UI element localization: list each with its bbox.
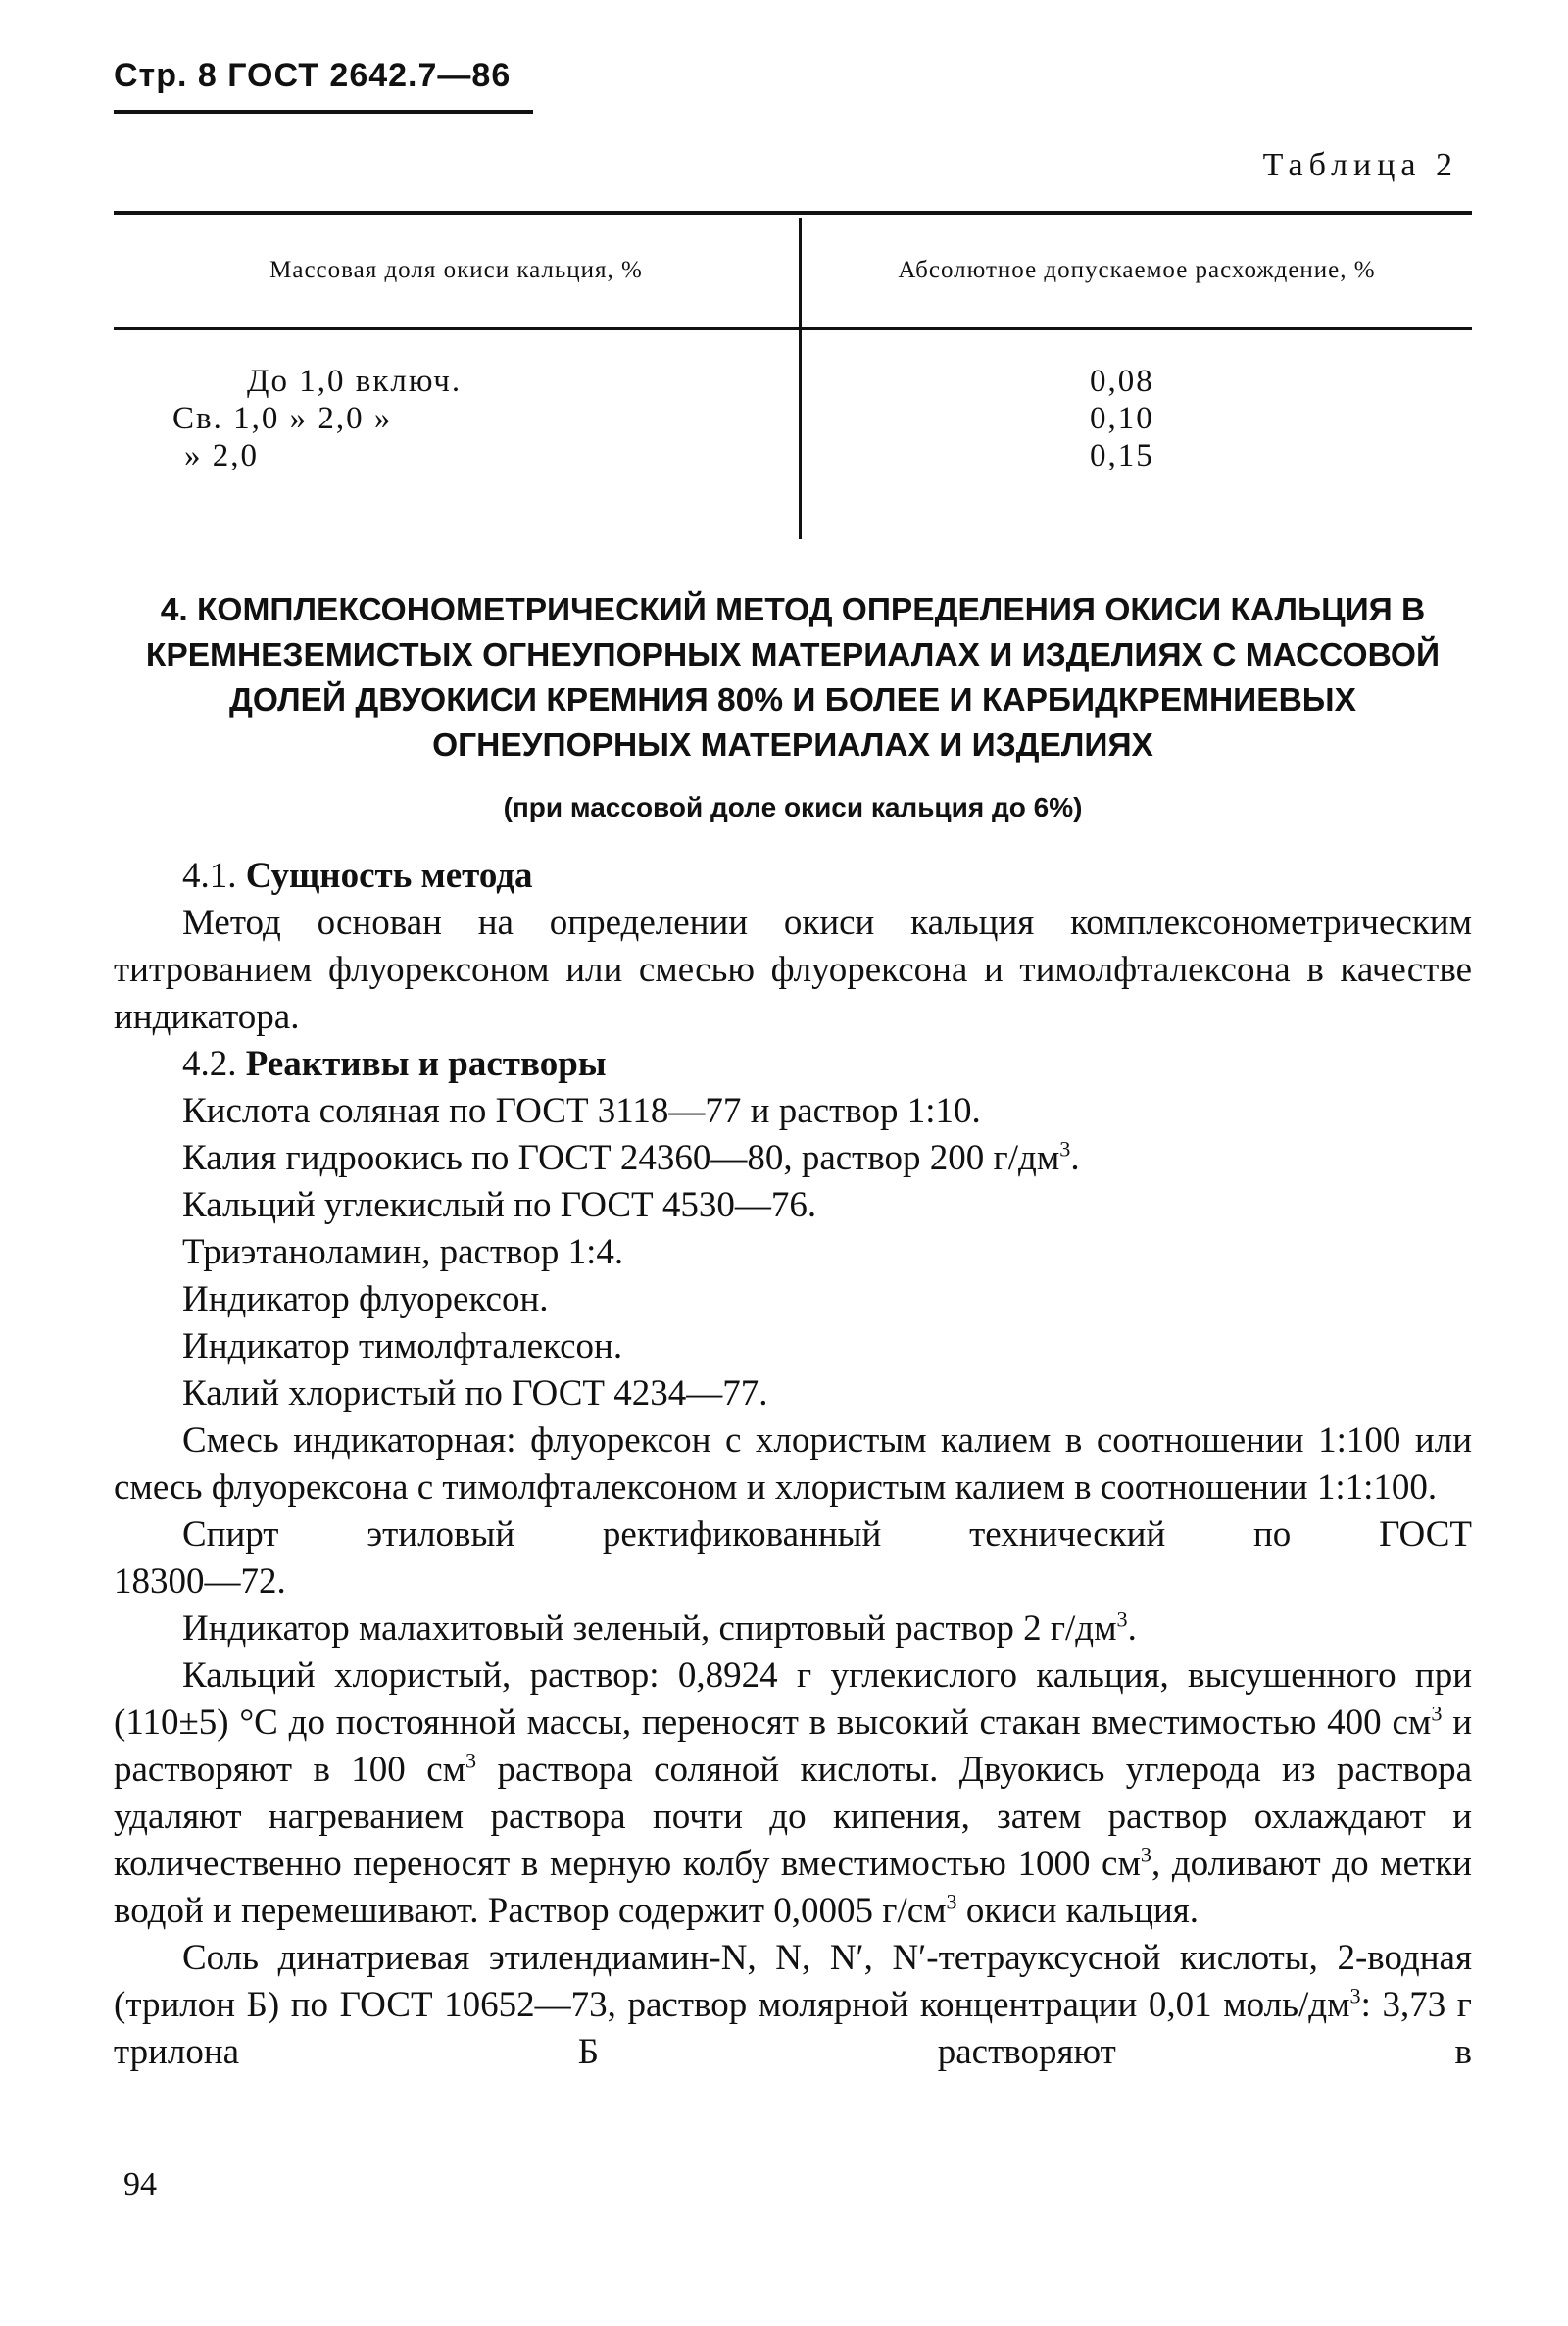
section-title-line: ДОЛЕЙ ДВУОКИСИ КРЕМНИЯ 80% И БОЛЕЕ И КАРБИДКРЕМНИЕВЫХ xyxy=(229,682,1356,718)
table-cell: 0,08 xyxy=(1090,364,1154,399)
reagent-item: Кальций хлористый, раствор: 0,8924 г углекислого кальция, высушенного при (110±5) °С до постоянной массы, переносят в высокий стакан вместимостью 400 $см^3$ и растворяют в 100 $см^3$ раствора соляной кислоты. Двуокись углерода из раствора удаляют нагреванием раствора почти до кипения, затем раствор охлаждают и количественно переносят в мерную колбу вместимостью 1000 $см^3$, доливают до метки водой и перемешивают. Раствор содержит 0,0005 $г/см^3$ окиси кальция. xyxy=(114,1656,1472,1931)
section-subtitle: (при массовой доле окиси кальция до 6%) xyxy=(503,792,1083,822)
table-cell: 0,15 xyxy=(1090,438,1154,473)
header-underline xyxy=(114,110,533,114)
table-cell: Св. 1,0 » 2,0 » xyxy=(172,401,393,436)
reagent-item: Кислота соляная по ГОСТ 3118—77 и раствор 1:10. xyxy=(182,1091,981,1131)
reagent-item: Индикатор тимолфталексон. xyxy=(182,1326,623,1366)
reagent-item-line: Спирт этиловый ректификованный технический по ГОСТ xyxy=(182,1514,1472,1555)
clause-number: 4.2. xyxy=(182,1044,237,1084)
page-number: 94 xyxy=(123,2166,157,2202)
section-title-line: КРЕМНЕЗЕМИСТЫХ ОГНЕУПОРНЫХ МАТЕРИАЛАХ И ИЗДЕЛИЯХ С МАССОВОЙ xyxy=(145,637,1441,673)
reagent-item: Кальций углекислый по ГОСТ 4530—76. xyxy=(182,1185,817,1225)
table-cell: 0,10 xyxy=(1090,401,1154,436)
body-text xyxy=(114,853,1472,2076)
page-header: Стр. 8 ГОСТ 2642.7—86 xyxy=(114,57,512,94)
clause-number: 4.1. xyxy=(182,856,237,896)
section-title xyxy=(114,588,1472,768)
reagent-item: Калий хлористый по ГОСТ 4234—77. xyxy=(182,1373,768,1413)
section-title-line: 4. КОМПЛЕКСОНОМЕТРИЧЕСКИЙ МЕТОД ОПРЕДЕЛЕНИЯ ОКИСИ КАЛЬЦИЯ В xyxy=(160,592,1426,628)
table-cell: » 2,0 xyxy=(184,438,259,473)
reagent-item: Триэтаноламин, раствор 1:4. xyxy=(182,1232,624,1272)
reagent-item: Соль динатриевая этилендиамин-N, N, N′, N′-тетрауксусной кислоты, 2-водная (трилон Б) по ГОСТ 10652—73, раствор молярной концентрации 0,01 моль/$дм^3$: 3,73 г трилона Б растворяют в xyxy=(114,1938,1472,2072)
table-column-1 xyxy=(172,363,462,474)
table-top-rule xyxy=(114,211,1472,215)
reagent-item-line: 18300—72. xyxy=(114,1561,286,1602)
clause-title: Сущность метода xyxy=(245,856,533,896)
column-header-1: Массовая доля окиси кальция, % xyxy=(270,257,643,283)
clause-4-1-heading xyxy=(114,853,1472,900)
table-column-2 xyxy=(1090,363,1154,474)
clause-4-2-heading xyxy=(114,1041,1472,1088)
reagent-item: Индикатор флуорексон. xyxy=(182,1279,549,1319)
reagent-item: Индикатор малахитовый зеленый, спиртовый раствор 2 $г/дм^3$. xyxy=(182,1607,1137,1649)
clause-title: Реактивы и растворы xyxy=(245,1044,607,1084)
reagent-item: Калия гидроокись по ГОСТ 24360—80, раствор 200 $г/дм^3$. xyxy=(182,1136,1080,1178)
table-header-rule xyxy=(114,327,1472,330)
table-cell: До 1,0 включ. xyxy=(247,364,463,399)
section-title-line: ОГНЕУПОРНЫХ МАТЕРИАЛАХ И ИЗДЕЛИЯХ xyxy=(432,727,1153,764)
reagent-item: Смесь индикаторная: флуорексон с хлористым калием в соотношении 1:100 или смесь флуорексона с тимолфталексоном и хлористым калием в соотношении 1:1:100. xyxy=(114,1420,1472,1508)
clause-4-1-text: Метод основан на определении окиси кальция комплексонометрическим титрованием флуорексоном или смесью флуорексона и тимолфталексона в качестве индикатора. xyxy=(114,903,1472,1037)
column-header-2: Абсолютное допускаемое расхождение, % xyxy=(898,257,1376,283)
table-title: Таблица 2 xyxy=(1262,147,1458,183)
